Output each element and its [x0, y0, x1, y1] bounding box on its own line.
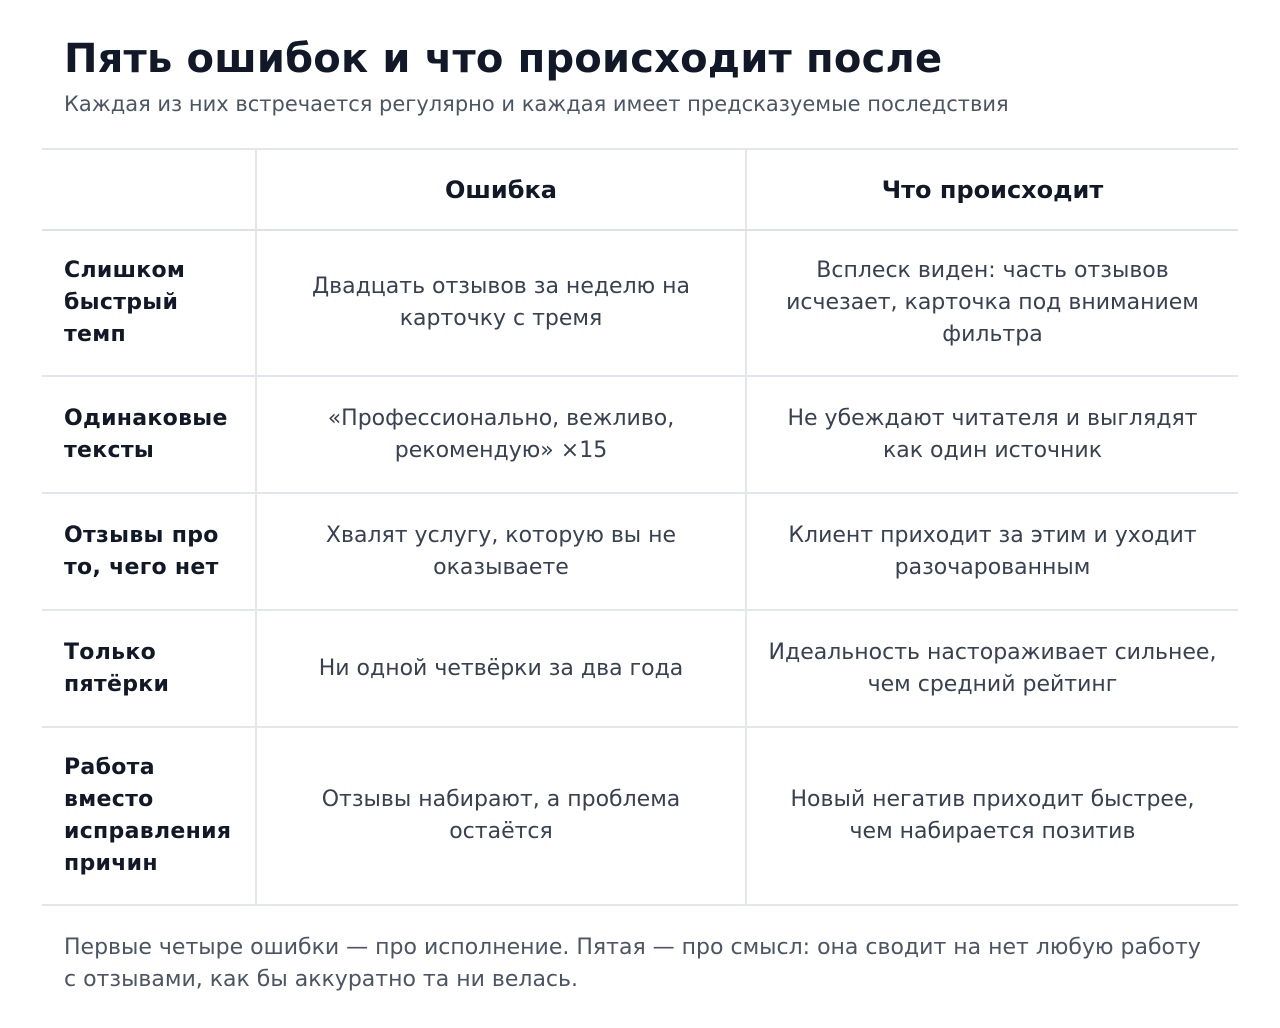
row-label — [42, 376, 256, 493]
row-label-text: Одинаковые тексты — [64, 405, 228, 463]
result-cell: Всплеск виден: часть отзывов исчезает, карточка под вниманием фильтра — [746, 230, 1238, 376]
row-label-text: Слишком быстрый темп — [64, 258, 186, 347]
mistakes-table — [42, 148, 1238, 906]
row-label — [42, 230, 256, 376]
mistakes-table-container — [42, 148, 1238, 906]
table-row — [42, 376, 1238, 493]
column-header-result: Что происходит — [746, 149, 1238, 230]
error-cell: Двадцать отзывов за неделю на карточку с тремя — [256, 230, 746, 376]
footer-note: Первые четыре ошибки — про исполнение. Пятая — про смысл: она сводит на нет любую работу с отзывами, как бы аккуратно та ни велась. — [64, 935, 1201, 992]
row-label-text: Отзывы про то, чего нет — [64, 522, 219, 580]
page-subtitle: Каждая из них встречается регулярно и каждая имеет предсказуемые последствия — [64, 92, 1009, 116]
result-cell: Не убеждают читателя и выглядят как один источник — [746, 376, 1238, 493]
table-row — [42, 493, 1238, 610]
row-label — [42, 727, 256, 905]
result-cell: Идеальность настораживает сильнее, чем средний рейтинг — [746, 610, 1238, 727]
error-cell: «Профессионально, вежливо, рекомендую» ×15 — [256, 376, 746, 493]
row-label-text: Только пятёрки — [64, 639, 170, 697]
column-header-empty — [42, 149, 256, 230]
table-row — [42, 230, 1238, 376]
table-row — [42, 610, 1238, 727]
column-header-error: Ошибка — [256, 149, 746, 230]
row-label — [42, 493, 256, 610]
row-label-text: Работа вместо исправления причин — [64, 755, 232, 876]
error-cell: Ни одной четвёрки за два года — [256, 610, 746, 727]
page-title: Пять ошибок и что происходит после — [64, 36, 943, 82]
table-header-row — [42, 149, 1238, 230]
row-label — [42, 610, 256, 727]
result-cell: Новый негатив приходит быстрее, чем набирается позитив — [746, 727, 1238, 905]
error-cell: Отзывы набирают, а проблема остаётся — [256, 727, 746, 905]
table-row — [42, 727, 1238, 905]
result-cell: Клиент приходит за этим и уходит разочарованным — [746, 493, 1238, 610]
error-cell: Хвалят услугу, которую вы не оказываете — [256, 493, 746, 610]
